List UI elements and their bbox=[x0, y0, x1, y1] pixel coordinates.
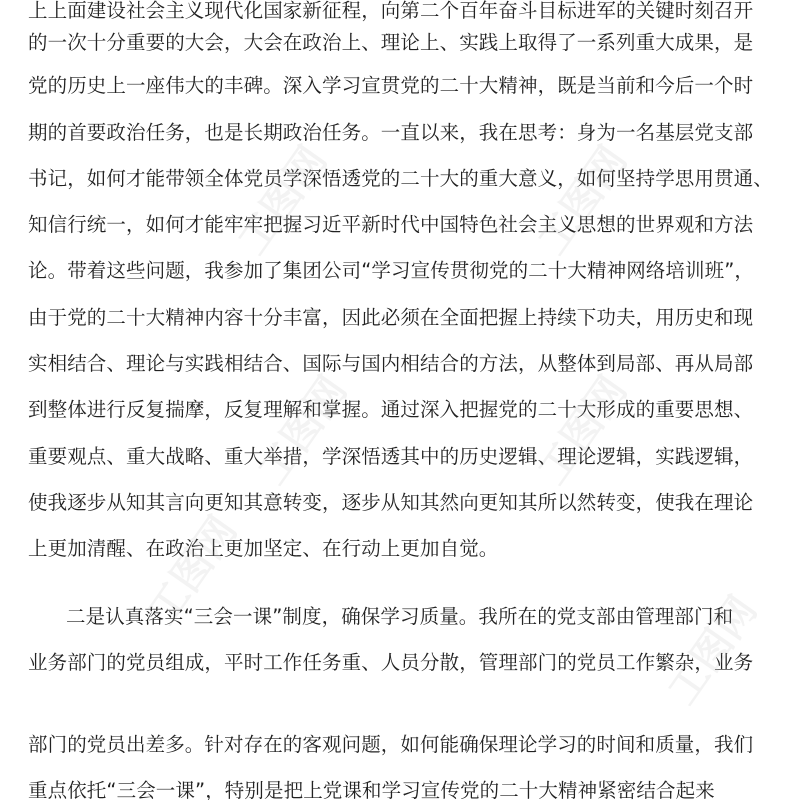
text-line-15: 业务部门的党员组成，平时工作任务重、人员分散，管理部门的党员工作繁杂，业务 bbox=[28, 651, 754, 674]
text-line-14: 二是认真落实“三会一课”制度，确保学习质量。我所在的党支部由管理部门和 bbox=[66, 605, 734, 628]
text-line-17: 重点依托“三会一课”，特别是把上党课和学习宣传党的二十大精神紧密结合起来 bbox=[28, 779, 715, 800]
text-line-4: 期的首要政治任务，也是长期政治任务。一直以来，我在思考：身为一名基层党支部 bbox=[28, 121, 754, 144]
text-line-6: 知信行统一，如何才能牢牢把握习近平新时代中国特色社会主义思想的世界观和方法 bbox=[28, 213, 754, 236]
watermark: 工图网 bbox=[139, 508, 247, 633]
watermark: 工图网 bbox=[229, 138, 337, 263]
watermark: 工图网 bbox=[529, 368, 637, 493]
text-line-11: 重要观点、重大战略、重大举措，学深悟透其中的历史逻辑、理论逻辑，实践逻辑， bbox=[28, 445, 754, 468]
watermark: 工图网 bbox=[529, 138, 637, 263]
text-line-16: 部门的党员出差多。针对存在的客观问题，如何能确保理论学习的时间和质量，我们 bbox=[28, 733, 754, 756]
text-line-13: 上更加清醒、在政治上更加坚定、在行动上更加自觉。 bbox=[28, 537, 499, 560]
text-line-7: 论。带着这些问题，我参加了集团公司“学习宣传贯彻党的二十大精神网络培训班”， bbox=[28, 259, 755, 282]
text-line-10: 到整体进行反复揣摩，反复理解和掌握。通过深入把握党的二十大形成的重要思想、 bbox=[28, 398, 754, 421]
text-line-1: 上上面建设社会主义现代化国家新征程，向第二个百年奋斗目标进军的关键时刻召开 bbox=[28, 0, 754, 22]
text-line-9: 实相结合、理论与实践相结合、国际与国内相结合的方法，从整体到局部、再从局部 bbox=[28, 352, 754, 375]
text-line-3: 党的历史上一座伟大的丰碑。深入学习宣贯党的二十大精神，既是当前和今后一个时 bbox=[28, 74, 754, 97]
text-line-8: 由于党的二十大精神内容十分丰富，因此必须在全面把握上持续下功夫，用历史和现 bbox=[28, 306, 754, 329]
watermark: 工图网 bbox=[659, 588, 767, 713]
text-line-12: 使我逐步从知其言向更知其意转变，逐步从知其然向更知其所以然转变，使我在理论 bbox=[28, 491, 754, 514]
watermark: 工图网 bbox=[249, 368, 357, 493]
text-line-2: 的一次十分重要的大会，大会在政治上、理论上、实践上取得了一系列重大成果，是 bbox=[28, 31, 754, 54]
text-line-5: 书记，如何才能带领全体党员学深悟透党的二十大的重大意义，如何坚持学思用贯通、 bbox=[28, 167, 773, 190]
